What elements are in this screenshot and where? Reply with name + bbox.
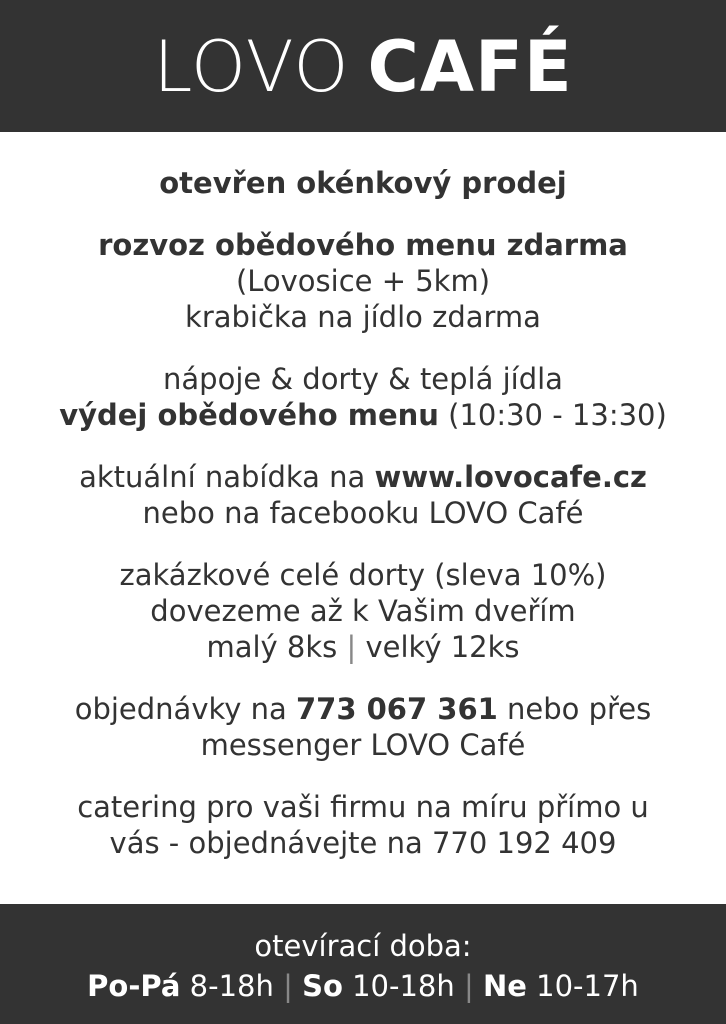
hours-separator-2: | [454,969,483,1003]
hours-line [0,966,726,1006]
delivery-area: (Lovosice + 5km) [235,264,491,298]
offer-facebook: nebo na facebooku LOVO Café [142,496,584,530]
drinks-line: nápoje & dorty & teplá jídla [163,362,563,396]
cafe-logo [153,26,573,108]
orders-line [0,691,726,727]
sunday-hours: 10-17h [526,969,639,1003]
menu-line [0,397,726,433]
delivery-box: krabička na jídlo zdarma [185,300,541,334]
offer-line [0,459,726,495]
footer-bar [0,904,726,1024]
orders-phone[interactable]: 773 067 361 [296,692,498,726]
offer-block [0,459,726,531]
menu-bold-text: výdej obědového menu [59,398,439,432]
orders-suffix: nebo přes [497,692,652,726]
cakes-large: velký 12ks [365,630,520,664]
logo-bold-text: CAFÉ [367,26,573,108]
window-sale-block [0,165,726,201]
menu-time-text: (10:30 - 13:30) [438,398,667,432]
header-bar [0,0,726,132]
weekday-label: Po-Pá [87,969,181,1003]
hours-separator-1: | [273,969,303,1003]
offer-prefix: aktuální nabídka na [79,460,375,494]
cakes-small: malý 8ks [206,630,338,664]
saturday-label: So [302,969,343,1003]
saturday-hours: 10-18h [342,969,455,1003]
logo-light-text: LOVO [153,26,350,108]
website-link[interactable]: www.lovocafe.cz [374,460,647,494]
catering-line-1: catering pro vaši firmu na míru přímo u [77,790,649,824]
cakes-line-1: zakázkové celé dorty (sleva 10%) [119,558,607,592]
orders-prefix: objednávky na [74,692,296,726]
weekday-hours: 8-18h [180,969,274,1003]
hours-label: otevírací doba: [254,929,472,963]
catering-block [0,789,726,861]
cakes-block [0,557,726,665]
menu-block [0,361,726,433]
orders-block [0,691,726,763]
cakes-sizes [0,629,726,665]
window-sale-text: otevřen okénkový prodej [159,166,567,200]
delivery-block [0,227,726,335]
sunday-label: Ne [482,969,527,1003]
delivery-title: rozvoz obědového menu zdarma [98,228,628,262]
orders-messenger: messenger LOVO Café [200,728,526,762]
catering-line-2: vás - objednávejte na 770 192 409 [109,826,617,860]
cakes-line-2: dovezeme až k Vašim dveřím [150,594,576,628]
cakes-separator: | [337,630,366,664]
flyer-content [0,165,726,887]
